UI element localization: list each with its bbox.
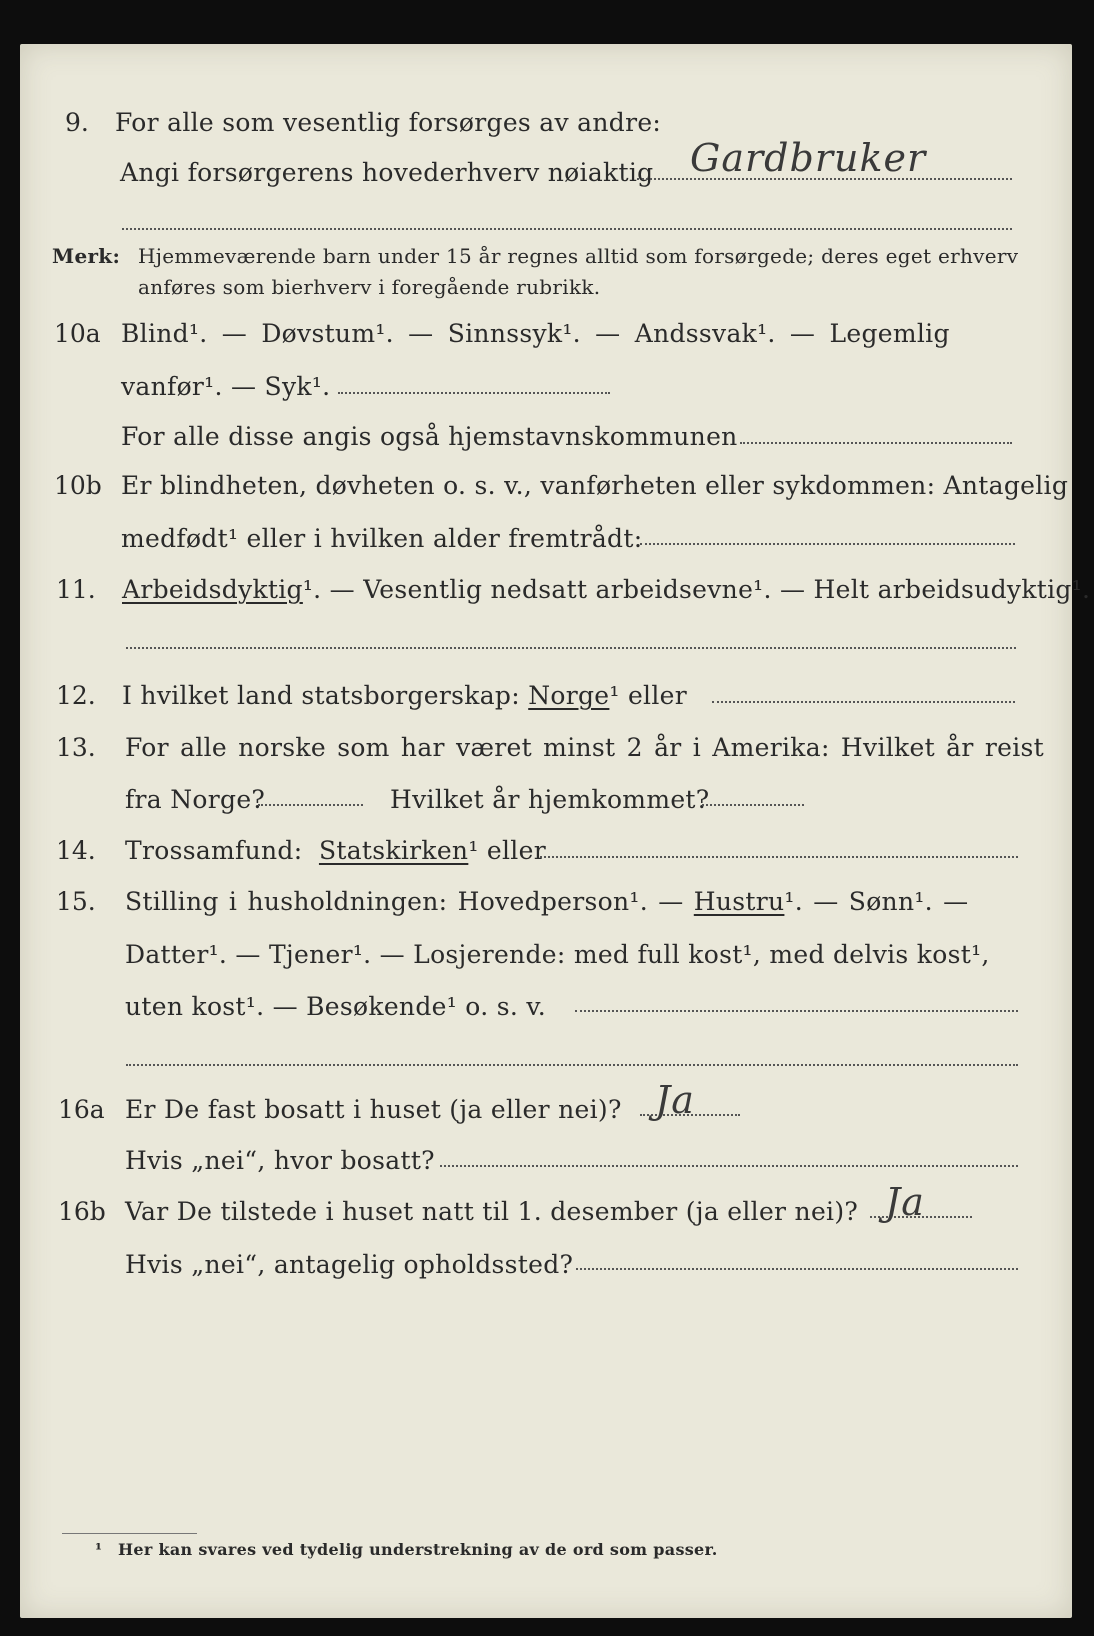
q11-line: [122, 575, 1090, 605]
item-number-16b: 16b: [58, 1197, 106, 1226]
answer-line: [740, 442, 1012, 444]
answer-line: [540, 856, 1018, 858]
footnote-text: Her kan svares ved tydelig understrekning av de ord som passer.: [118, 1540, 718, 1559]
answer-line: [338, 392, 610, 394]
q12-after: ¹ eller: [609, 681, 687, 710]
q12-line: [122, 681, 687, 711]
answer-line: [640, 543, 1015, 545]
item-number-14: 14.: [56, 836, 96, 865]
handwritten-answer-16b: Ja: [885, 1180, 925, 1224]
handwritten-answer-16a: Ja: [655, 1078, 695, 1122]
answer-line: [126, 1064, 1018, 1066]
q16a-line1: Er De fast bosatt i huset (ja eller nei)?: [125, 1095, 622, 1124]
item-number-10b: 10b: [54, 471, 102, 500]
selected-option-hustru: Hustru: [693, 887, 785, 916]
q13-line2a: fra Norge?: [125, 785, 266, 814]
selected-option-statskirken: Statskirken: [318, 836, 469, 865]
q15-line1a: Stilling i husholdningen: Hovedperson¹. —: [125, 887, 684, 916]
note-label: Merk:: [52, 244, 121, 268]
q13-line2b: Hvilket år hjemkommet?: [390, 785, 710, 814]
q12-before: I hvilket land statsborgerskap:: [122, 681, 520, 710]
answer-line: [258, 804, 363, 806]
item-number-11: 11.: [56, 575, 96, 604]
footnote-rule: [62, 1533, 197, 1534]
q14-after: ¹ eller: [468, 836, 546, 865]
answer-line: [440, 1165, 1018, 1167]
q9-line1: For alle som vesentlig forsørges av andre:: [115, 108, 662, 137]
answer-line: [126, 647, 1016, 649]
q10b-line1: Er blindheten, døvheten o. s. v., vanførheten eller sykdommen: Antagelig: [121, 471, 1069, 500]
footnote-mark: ¹: [95, 1540, 103, 1559]
item-number-15: 15.: [56, 887, 96, 916]
q10a-line1: Blind¹. — Døvstum¹. — Sinnssyk¹. — Andssvak¹. — Legemlig: [121, 319, 950, 348]
q14-before: Trossamfund:: [125, 836, 303, 865]
q14-line: [125, 836, 546, 866]
q16b-line1: Var De tilstede i huset natt til 1. desember (ja eller nei)?: [125, 1197, 859, 1226]
item-number-9: 9.: [65, 108, 89, 137]
answer-line: [702, 804, 804, 806]
q9-line2: Angi forsørgerens hovederhverv nøiaktig: [120, 158, 654, 187]
q15-line1b: ¹. — Sønn¹. —: [784, 887, 969, 916]
q16a-line2: Hvis „nei“, hvor bosatt?: [125, 1146, 435, 1175]
handwritten-answer-occupation: Gardbruker: [690, 136, 927, 180]
q11-rest: ¹. — Vesentlig nedsatt arbeidsevne¹. — Helt arbeidsudyktig¹.: [302, 575, 1091, 604]
answer-line: [122, 228, 1012, 230]
item-number-10a: 10a: [54, 319, 101, 348]
answer-line: [575, 1010, 1018, 1012]
q10b-line2: medfødt¹ eller i hvilken alder fremtrådt:: [121, 524, 643, 553]
answer-line: [712, 701, 1015, 703]
item-number-13: 13.: [56, 733, 96, 762]
note-line1: Hjemmeværende barn under 15 år regnes alltid som forsørgede; deres eget erhverv: [138, 244, 1019, 268]
item-number-12: 12.: [56, 681, 96, 710]
q16b-line2: Hvis „nei“, antagelig opholdssted?: [125, 1250, 574, 1279]
q13-line1: For alle norske som har været minst 2 år i Amerika: Hvilket år reist: [125, 733, 1045, 762]
selected-option-norge: Norge: [528, 681, 610, 710]
note-line2: anføres som bierhverv i foregående rubrikk.: [138, 275, 601, 299]
selected-option-arbeidsdyktig: Arbeidsdyktig: [122, 575, 303, 604]
q10a-line3: For alle disse angis også hjemstavnskommunen: [121, 422, 738, 451]
q15-line3: uten kost¹. — Besøkende¹ o. s. v.: [125, 992, 547, 1021]
item-number-16a: 16a: [58, 1095, 105, 1124]
q15-line1: [125, 887, 968, 917]
answer-line: [576, 1268, 1018, 1270]
q15-line2: Datter¹. — Tjener¹. — Losjerende: med full kost¹, med delvis kost¹,: [125, 940, 990, 969]
q10a-line2: vanfør¹. — Syk¹.: [121, 372, 331, 401]
